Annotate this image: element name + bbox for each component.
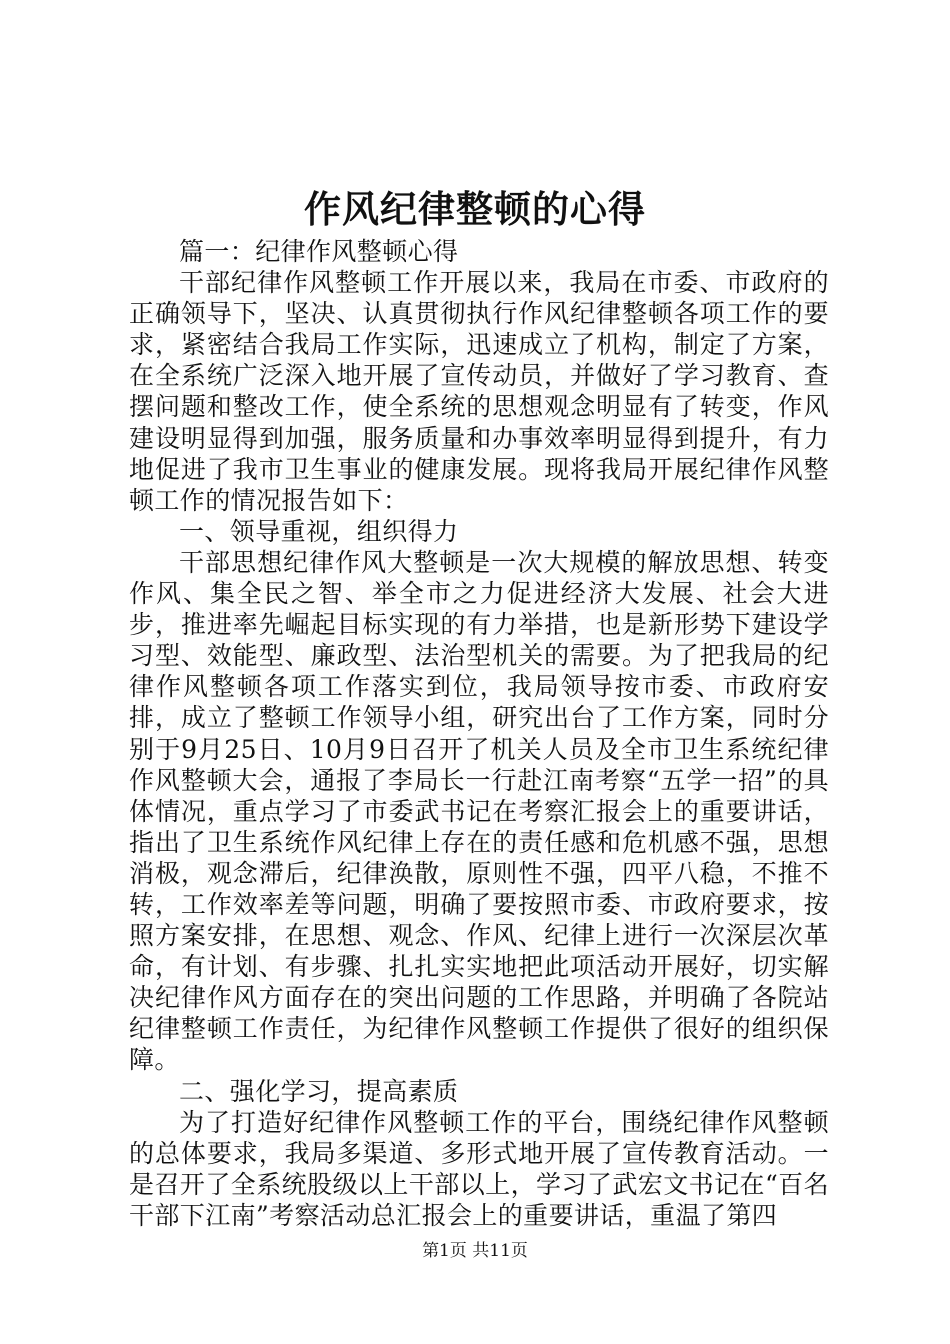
body-paragraph: 为了打造好纪律作风整顿工作的平台，围绕纪律作风整顿的总体要求，我局多渠道、多形式地开展了宣传教育活动。一是召开了全系统股级以上干部以上，学习了武宏文书记在“百名干部下江南”考察活动总汇报会上的重要讲话，重温了第四 [129, 1107, 829, 1230]
body-paragraph: 干部纪律作风整顿工作开展以来，我局在市委、市政府的正确领导下，坚决、认真贯彻执行作风纪律整顿各项工作的要求，紧密结合我局工作实际，迅速成立了机构，制定了方案，在全系统广泛深入地开展了宣传动员，并做好了学习教育、查摆问题和整改工作，使全系统的思想观念明显有了转变，作风建设明显得到加强，服务质量和办事效率明显得到提升，有力地促进了我市卫生事业的健康发展。现将我局开展纪律作风整顿工作的情况报告如下： [129, 268, 829, 515]
document-body [129, 236, 829, 1231]
subsection-heading: 一、领导重视，组织得力 [179, 516, 459, 546]
section-heading: 篇一：纪律作风整顿心得 [179, 237, 459, 266]
subsection-heading: 二、强化学习，提高素质 [179, 1076, 459, 1106]
body-paragraph: 干部思想纪律作风大整顿是一次大规模的解放思想、转变作风、集全民之智、举全市之力促进经济大发展、社会大进步，推进率先崛起目标实现的有力举措，也是新形势下建设学习型、效能型、廉政型、法治型机关的需要。为了把我局的纪律作风整顿各项工作落实到位，我局领导按市委、市政府安排，成立了整顿工作领导小组，研究出台了工作方案，同时分别于9月25日、10月9日召开了机关人员及全市卫生系统纪律作风整顿大会，通报了李局长一行赴江南考察“五学一招”的具体情况，重点学习了市委武书记在考察汇报会上的重要讲话，指出了卫生系统作风纪律上存在的责任感和危机感不强，思想消极，观念滞后，纪律涣散，原则性不强，四平八稳，不推不转，工作效率差等问题，明确了要按照市委、市政府要求，按照方案安排，在思想、观念、作风、纪律上进行一次深层次革命，有计划、有步骤、扎扎实实地把此项活动开展好，切实解决纪律作风方面存在的突出问题的工作思路，并明确了各院站纪律整顿工作责任，为纪律作风整顿工作提供了很好的组织保障。 [129, 547, 829, 1075]
document-title: 作风纪律整顿的心得 [304, 187, 646, 231]
page-footer: 第1页 共11页 [422, 1241, 528, 1261]
